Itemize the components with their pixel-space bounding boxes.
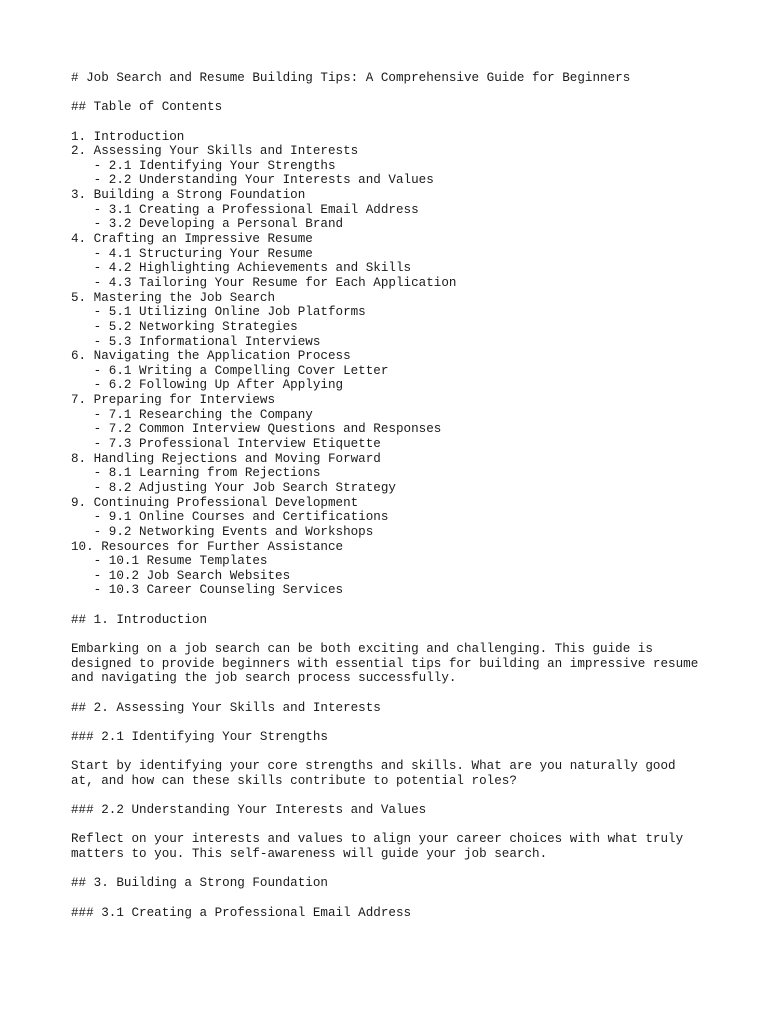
toc-subitem: - 8.1 Learning from Rejections [71, 466, 321, 481]
toc-item: 2. Assessing Your Skills and Interests [71, 144, 359, 159]
toc-subitem: - 10.3 Career Counseling Services [71, 583, 344, 598]
blank-line [71, 115, 751, 130]
toc-item: 8. Handling Rejections and Moving Forward [71, 451, 381, 466]
toc-item: 4. Crafting an Impressive Resume [71, 232, 313, 247]
toc-subitem: - 5.1 Utilizing Online Job Platforms [71, 305, 366, 320]
document-body [71, 71, 751, 920]
toc-subitem: - 6.1 Writing a Compelling Cover Letter [71, 363, 389, 378]
section-heading: ## 3. Building a Strong Foundation [71, 876, 328, 891]
toc-subitem: - 9.2 Networking Events and Workshops [71, 524, 374, 539]
blank-line [71, 744, 751, 759]
toc-subitem: - 7.3 Professional Interview Etiquette [71, 437, 381, 452]
toc-subitem: - 5.3 Informational Interviews [71, 334, 321, 349]
section-heading: ## 2. Assessing Your Skills and Interests [71, 700, 381, 715]
toc-item: 7. Preparing for Interviews [71, 393, 276, 408]
blank-line [71, 598, 751, 613]
blank-line [71, 891, 751, 906]
toc-subitem: - 10.2 Job Search Websites [71, 568, 291, 583]
document-title: # Job Search and Resume Building Tips: A Comprehensive Guide for Beginners [71, 71, 631, 85]
toc-subitem: - 8.2 Adjusting Your Job Search Strategy [71, 480, 396, 495]
paragraph-line: Embarking on a job search can be both exciting and challenging. This guide is [71, 641, 653, 656]
toc-subitem: - 10.1 Resume Templates [71, 554, 268, 569]
section-heading: ## Table of Contents [71, 100, 223, 115]
toc-subitem: - 2.2 Understanding Your Interests and Values [71, 173, 434, 188]
blank-line [71, 686, 751, 701]
toc-subitem: - 9.1 Online Courses and Certifications [71, 510, 389, 525]
toc-item: 10. Resources for Further Assistance [71, 539, 344, 554]
toc-item: 1. Introduction [71, 129, 185, 144]
blank-line [71, 627, 751, 642]
toc-subitem: - 4.3 Tailoring Your Resume for Each Application [71, 275, 457, 290]
blank-line [71, 788, 751, 803]
blank-line [71, 862, 751, 877]
subsection-heading: ### 2.1 Identifying Your Strengths [71, 729, 328, 744]
paragraph-line: Reflect on your interests and values to align your career choices with what truly [71, 832, 684, 847]
toc-item: 3. Building a Strong Foundation [71, 188, 306, 203]
toc-item: 9. Continuing Professional Development [71, 495, 359, 510]
section-heading: ## 1. Introduction [71, 612, 208, 627]
blank-line [71, 86, 751, 101]
toc-subitem: - 6.2 Following Up After Applying [71, 378, 344, 393]
toc-subitem: - 7.1 Researching the Company [71, 407, 313, 422]
subsection-heading: ### 2.2 Understanding Your Interests and Values [71, 803, 427, 818]
toc-item: 6. Navigating the Application Process [71, 349, 351, 364]
paragraph-line: designed to provide beginners with essential tips for building an impressive resume [71, 656, 699, 671]
toc-subitem: - 4.2 Highlighting Achievements and Skills [71, 261, 412, 276]
toc-subitem: - 3.1 Creating a Professional Email Address [71, 202, 419, 217]
toc-subitem: - 2.1 Identifying Your Strengths [71, 158, 336, 173]
paragraph-line: matters to you. This self-awareness will guide your job search. [71, 846, 548, 861]
blank-line [71, 818, 751, 833]
blank-line [71, 715, 751, 730]
paragraph-line: and navigating the job search process successfully. [71, 671, 457, 686]
subsection-heading: ### 3.1 Creating a Professional Email Address [71, 905, 412, 920]
paragraph-line: Start by identifying your core strengths and skills. What are you naturally good [71, 759, 676, 774]
toc-subitem: - 7.2 Common Interview Questions and Responses [71, 422, 442, 437]
toc-subitem: - 4.1 Structuring Your Resume [71, 246, 313, 261]
toc-subitem: - 5.2 Networking Strategies [71, 319, 298, 334]
toc-subitem: - 3.2 Developing a Personal Brand [71, 217, 344, 232]
toc-item: 5. Mastering the Job Search [71, 290, 276, 305]
paragraph-line: at, and how can these skills contribute to potential roles? [71, 773, 517, 788]
